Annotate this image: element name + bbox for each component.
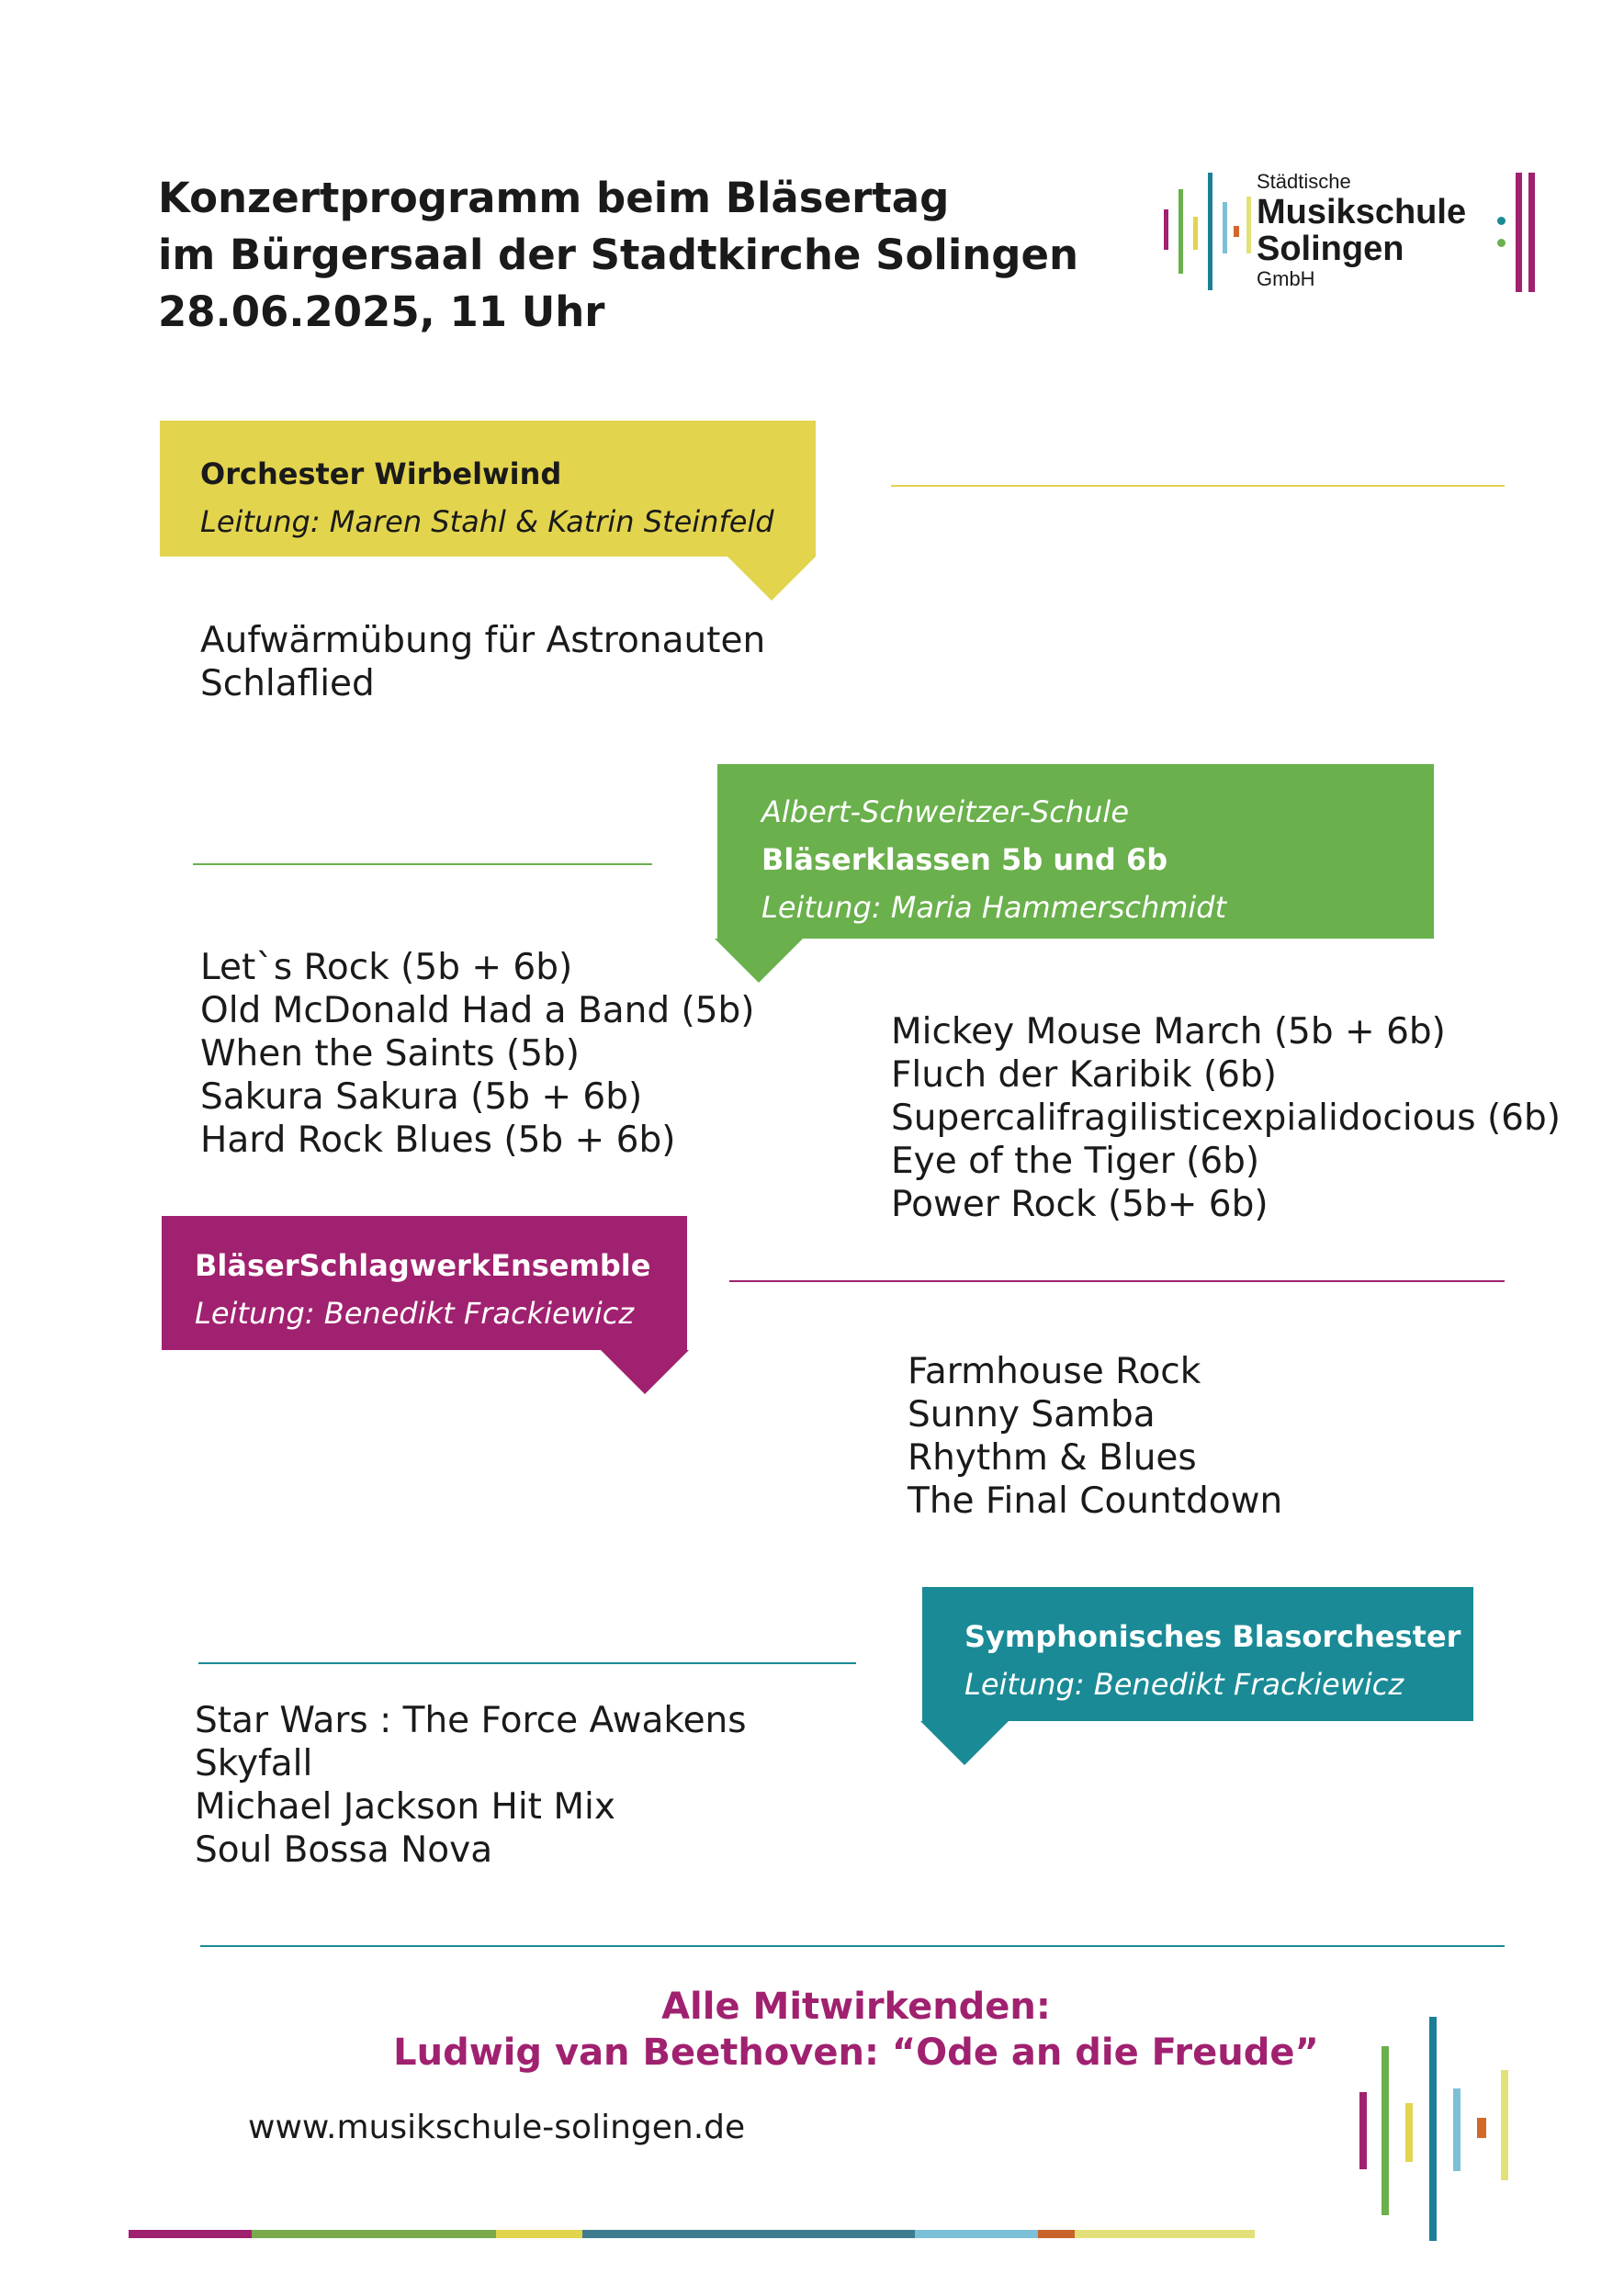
page-title bbox=[158, 170, 1078, 341]
piece-item: Skyfall bbox=[195, 1743, 313, 1784]
section-blaeserklassen-school: Albert-Schweitzer-Schule bbox=[761, 794, 1129, 829]
piece-item: Sunny Samba bbox=[908, 1394, 1156, 1435]
divider-line-yellow bbox=[891, 485, 1505, 487]
piece-item: Supercalifragilisticexpialidocious (6b) bbox=[891, 1097, 1561, 1139]
logo-dot-green bbox=[1497, 239, 1506, 247]
divider-line-teal bbox=[198, 1662, 856, 1664]
section-blaeserklassen-name: Bläserklassen 5b und 6b bbox=[761, 842, 1168, 877]
finale-line-2: Ludwig van Beethoven: “Ode an die Freude” bbox=[393, 2032, 1319, 2074]
section-wirbelwind-pointer bbox=[727, 557, 816, 601]
logo-bar-yellow bbox=[1193, 217, 1198, 250]
piece-item: Schlaflied bbox=[200, 663, 375, 704]
section-symphonisch-label bbox=[922, 1587, 1473, 1721]
logo-bar-lightblue bbox=[1223, 202, 1227, 253]
section-wirbelwind-label bbox=[160, 421, 816, 557]
piece-item: Let`s Rock (5b + 6b) bbox=[200, 947, 573, 988]
logo-bar-right-magenta-1 bbox=[1516, 173, 1522, 292]
section-blaeserklassen-lead: Leitung: Maria Hammerschmidt bbox=[761, 890, 1227, 925]
logo-bar-teal bbox=[1208, 173, 1212, 290]
divider-line-green bbox=[193, 863, 652, 865]
strip-lightyellow bbox=[1075, 2230, 1255, 2238]
piece-item: Mickey Mouse March (5b + 6b) bbox=[891, 1011, 1446, 1052]
section-schlagwerk-label bbox=[162, 1216, 687, 1350]
logo-bar-right-magenta-2 bbox=[1528, 173, 1535, 292]
piece-item: Eye of the Tiger (6b) bbox=[891, 1141, 1260, 1182]
section-schlagwerk-name: BläserSchlagwerkEnsemble bbox=[195, 1248, 651, 1283]
piece-item: When the Saints (5b) bbox=[200, 1033, 581, 1075]
piece-item: Aufwärmübung für Astronauten bbox=[200, 620, 766, 661]
piece-item: Old McDonald Had a Band (5b) bbox=[200, 990, 755, 1031]
title-line-3: 28.06.2025, 11 Uhr bbox=[158, 287, 605, 336]
strip-yellow bbox=[496, 2230, 582, 2238]
section-schlagwerk-lead: Leitung: Benedikt Frackiewicz bbox=[195, 1296, 635, 1331]
divider-line-finale bbox=[200, 1945, 1505, 1947]
section-schlagwerk-pieces bbox=[908, 1350, 1282, 1523]
section-symphonisch-pieces bbox=[195, 1699, 747, 1872]
strip-teal bbox=[582, 2230, 915, 2238]
logo-dot-teal bbox=[1497, 217, 1506, 225]
piece-item: Soul Bossa Nova bbox=[195, 1829, 493, 1871]
deco-bar-yellow bbox=[1405, 2103, 1413, 2162]
deco-bar-orange bbox=[1477, 2118, 1486, 2138]
strip-lightblue bbox=[915, 2230, 1038, 2238]
section-wirbelwind-name: Orchester Wirbelwind bbox=[200, 456, 562, 491]
section-blaeserklassen-label bbox=[717, 764, 1434, 939]
logo-line-3: Solingen bbox=[1257, 230, 1404, 268]
section-blaeserklassen-pieces-left bbox=[200, 946, 754, 1162]
logo-bar-green bbox=[1179, 189, 1183, 274]
strip-orange bbox=[1038, 2230, 1075, 2238]
deco-bar-teal bbox=[1429, 2017, 1437, 2241]
logo-bar-orange bbox=[1234, 226, 1239, 237]
section-wirbelwind-pieces bbox=[200, 619, 765, 705]
section-symphonisch-name: Symphonisches Blasorchester bbox=[964, 1619, 1461, 1654]
deco-bar-lightblue bbox=[1453, 2088, 1460, 2171]
logo-line-2: Musikschule bbox=[1257, 193, 1467, 231]
logo-bar-lightyellow bbox=[1246, 197, 1251, 253]
divider-line-magenta bbox=[729, 1280, 1505, 1282]
section-wirbelwind-lead: Leitung: Maren Stahl & Katrin Steinfeld bbox=[200, 504, 774, 539]
title-line-1: Konzertprogramm beim Bläsertag bbox=[158, 174, 950, 222]
logo-text bbox=[1257, 170, 1466, 291]
section-symphonisch-lead: Leitung: Benedikt Frackiewicz bbox=[964, 1667, 1404, 1702]
deco-bar-green bbox=[1382, 2046, 1389, 2215]
piece-item: Fluch der Karibik (6b) bbox=[891, 1054, 1277, 1096]
title-line-2: im Bürgersaal der Stadtkirche Solingen bbox=[158, 231, 1079, 279]
piece-item: The Final Countdown bbox=[908, 1480, 1283, 1522]
piece-item: Rhythm & Blues bbox=[908, 1437, 1197, 1479]
logo-line-1: Städtische bbox=[1257, 170, 1351, 193]
finale-line-1: Alle Mitwirkenden: bbox=[661, 1986, 1051, 2028]
piece-item: Michael Jackson Hit Mix bbox=[195, 1786, 615, 1828]
website-link[interactable]: www.musikschule-solingen.de bbox=[248, 2109, 746, 2146]
section-blaeserklassen-pieces-right bbox=[891, 1010, 1561, 1226]
piece-item: Hard Rock Blues (5b + 6b) bbox=[200, 1120, 676, 1161]
piece-item: Power Rock (5b+ 6b) bbox=[891, 1184, 1269, 1225]
piece-item: Star Wars : The Force Awakens bbox=[195, 1700, 747, 1741]
section-schlagwerk-pointer bbox=[601, 1350, 689, 1394]
strip-magenta bbox=[129, 2230, 252, 2238]
piece-item: Farmhouse Rock bbox=[908, 1351, 1201, 1392]
logo-line-4: GmbH bbox=[1257, 267, 1315, 290]
piece-item: Sakura Sakura (5b + 6b) bbox=[200, 1076, 643, 1118]
section-symphonisch-pointer bbox=[920, 1721, 1009, 1765]
logo-bar-magenta bbox=[1164, 209, 1168, 250]
deco-bar-lightyellow bbox=[1501, 2070, 1508, 2180]
deco-bar-magenta bbox=[1359, 2092, 1367, 2169]
strip-green bbox=[252, 2230, 496, 2238]
